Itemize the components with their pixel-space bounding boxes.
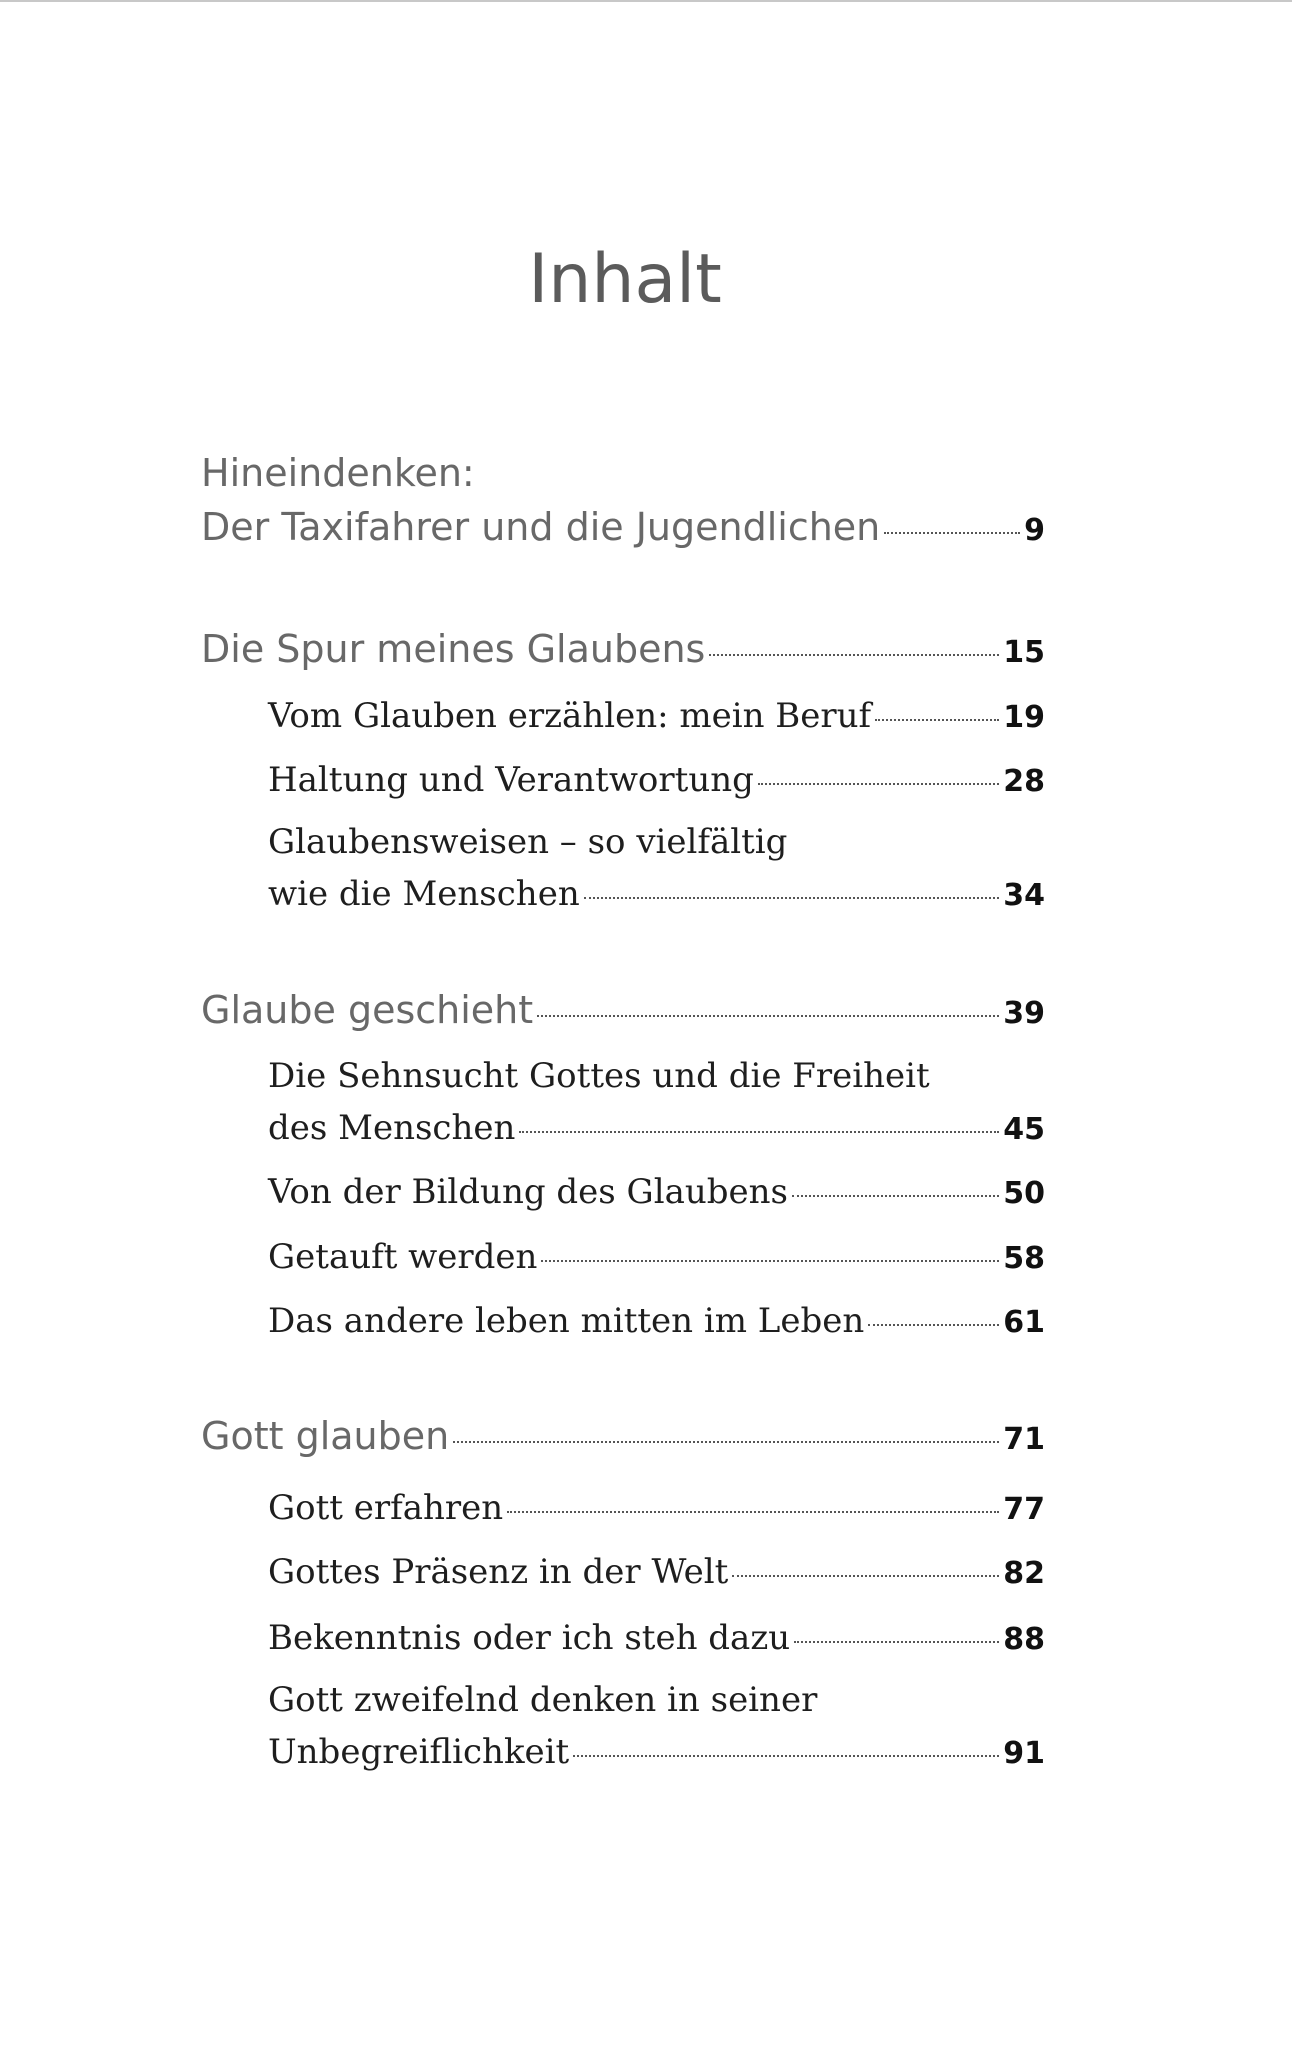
toc-chapter-label: Vom Glauben erzählen: mein Beruf	[268, 696, 872, 736]
dot-leader	[792, 1195, 999, 1197]
dot-leader	[875, 719, 999, 721]
page-number: 28	[1003, 764, 1045, 799]
toc-section-label: Gott glauben	[201, 1414, 450, 1458]
toc-chapter-sehnsucht[interactable]	[268, 1104, 1045, 1154]
dot-leader	[732, 1575, 999, 1577]
page-number: 58	[1003, 1241, 1045, 1276]
dot-leader	[584, 897, 1000, 899]
page-number: 19	[1003, 700, 1045, 735]
toc-chapter-label: Gott zweifelnd denken in seiner	[268, 1680, 818, 1720]
toc-chapter-haltung[interactable]	[268, 756, 1045, 806]
toc-chapter-sehnsucht-line1	[268, 1052, 1045, 1100]
dot-leader	[884, 532, 1020, 534]
page-number: 50	[1003, 1176, 1045, 1211]
toc-chapter-bildung[interactable]	[268, 1168, 1045, 1218]
dot-leader	[453, 1441, 999, 1443]
toc-chapter-gott-erfahren[interactable]	[268, 1484, 1045, 1534]
toc-chapter-label: Getauft werden	[268, 1237, 538, 1277]
toc-chapter-praesenz[interactable]	[268, 1548, 1045, 1598]
toc-chapter-label: Die Sehnsucht Gottes und die Freiheit	[268, 1056, 930, 1096]
page-number: 71	[1003, 1422, 1045, 1457]
page-number: 15	[1003, 635, 1045, 670]
page-title: Inhalt	[528, 240, 722, 319]
page-number: 34	[1003, 878, 1045, 913]
dot-leader	[541, 1260, 999, 1262]
toc-chapter-getauft[interactable]	[268, 1233, 1045, 1283]
toc-section-label: Hineindenken:	[201, 451, 475, 495]
toc-chapter-label: Von der Bildung des Glaubens	[268, 1172, 788, 1212]
toc-chapter-bekenntnis[interactable]	[268, 1614, 1045, 1664]
dot-leader	[794, 1641, 999, 1643]
page-number: 45	[1003, 1112, 1045, 1147]
dot-leader	[868, 1324, 999, 1326]
dot-leader	[519, 1131, 999, 1133]
toc-chapter-label: des Menschen	[268, 1108, 516, 1148]
toc-chapter-glaubensweisen[interactable]	[268, 870, 1045, 920]
toc-chapter-label: Glaubensweisen – so vielfältig	[268, 822, 788, 862]
toc-chapter-beruf[interactable]	[268, 692, 1045, 742]
page-number: 39	[1003, 996, 1045, 1031]
toc-section-gott-glauben[interactable]	[201, 1411, 1045, 1465]
page-number: 61	[1003, 1305, 1045, 1340]
toc-section-spur[interactable]	[201, 624, 1045, 678]
page-number: 82	[1003, 1556, 1045, 1591]
toc-section-label: Glaube geschieht	[201, 988, 534, 1032]
page-number: 9	[1024, 513, 1045, 548]
toc-chapter-das-andere[interactable]	[268, 1297, 1045, 1347]
toc-section-label: Der Taxifahrer und die Jugendlichen	[201, 505, 881, 549]
toc-chapter-label: Gottes Präsenz in der Welt	[268, 1552, 729, 1592]
page-number: 91	[1003, 1736, 1045, 1771]
toc-section-glaube-geschieht[interactable]	[201, 985, 1045, 1039]
toc-chapter-label: wie die Menschen	[268, 874, 580, 914]
toc-chapter-label: Das andere leben mitten im Leben	[268, 1301, 865, 1341]
dot-leader	[537, 1015, 999, 1017]
toc-chapter-label: Unbegreiflichkeit	[268, 1732, 570, 1772]
toc-chapter-label: Haltung und Verantwortung	[268, 760, 754, 800]
toc-section-intro[interactable]	[201, 502, 1045, 556]
toc-chapter-glaubensweisen-line1	[268, 818, 1045, 866]
page-number: 88	[1003, 1622, 1045, 1657]
dot-leader	[573, 1755, 999, 1757]
page-number: 77	[1003, 1492, 1045, 1527]
toc-chapter-label: Gott erfahren	[268, 1488, 504, 1528]
toc-chapter-zweifelnd-line1	[268, 1676, 1045, 1724]
toc-chapter-label: Bekenntnis oder ich steh dazu	[268, 1618, 791, 1658]
toc-section-intro-line1	[201, 448, 1045, 498]
toc-chapter-zweifelnd[interactable]	[268, 1728, 1045, 1778]
toc-section-label: Die Spur meines Glaubens	[201, 627, 706, 671]
dot-leader	[709, 654, 999, 656]
top-border	[0, 0, 1292, 2]
dot-leader	[507, 1511, 999, 1513]
dot-leader	[758, 783, 999, 785]
